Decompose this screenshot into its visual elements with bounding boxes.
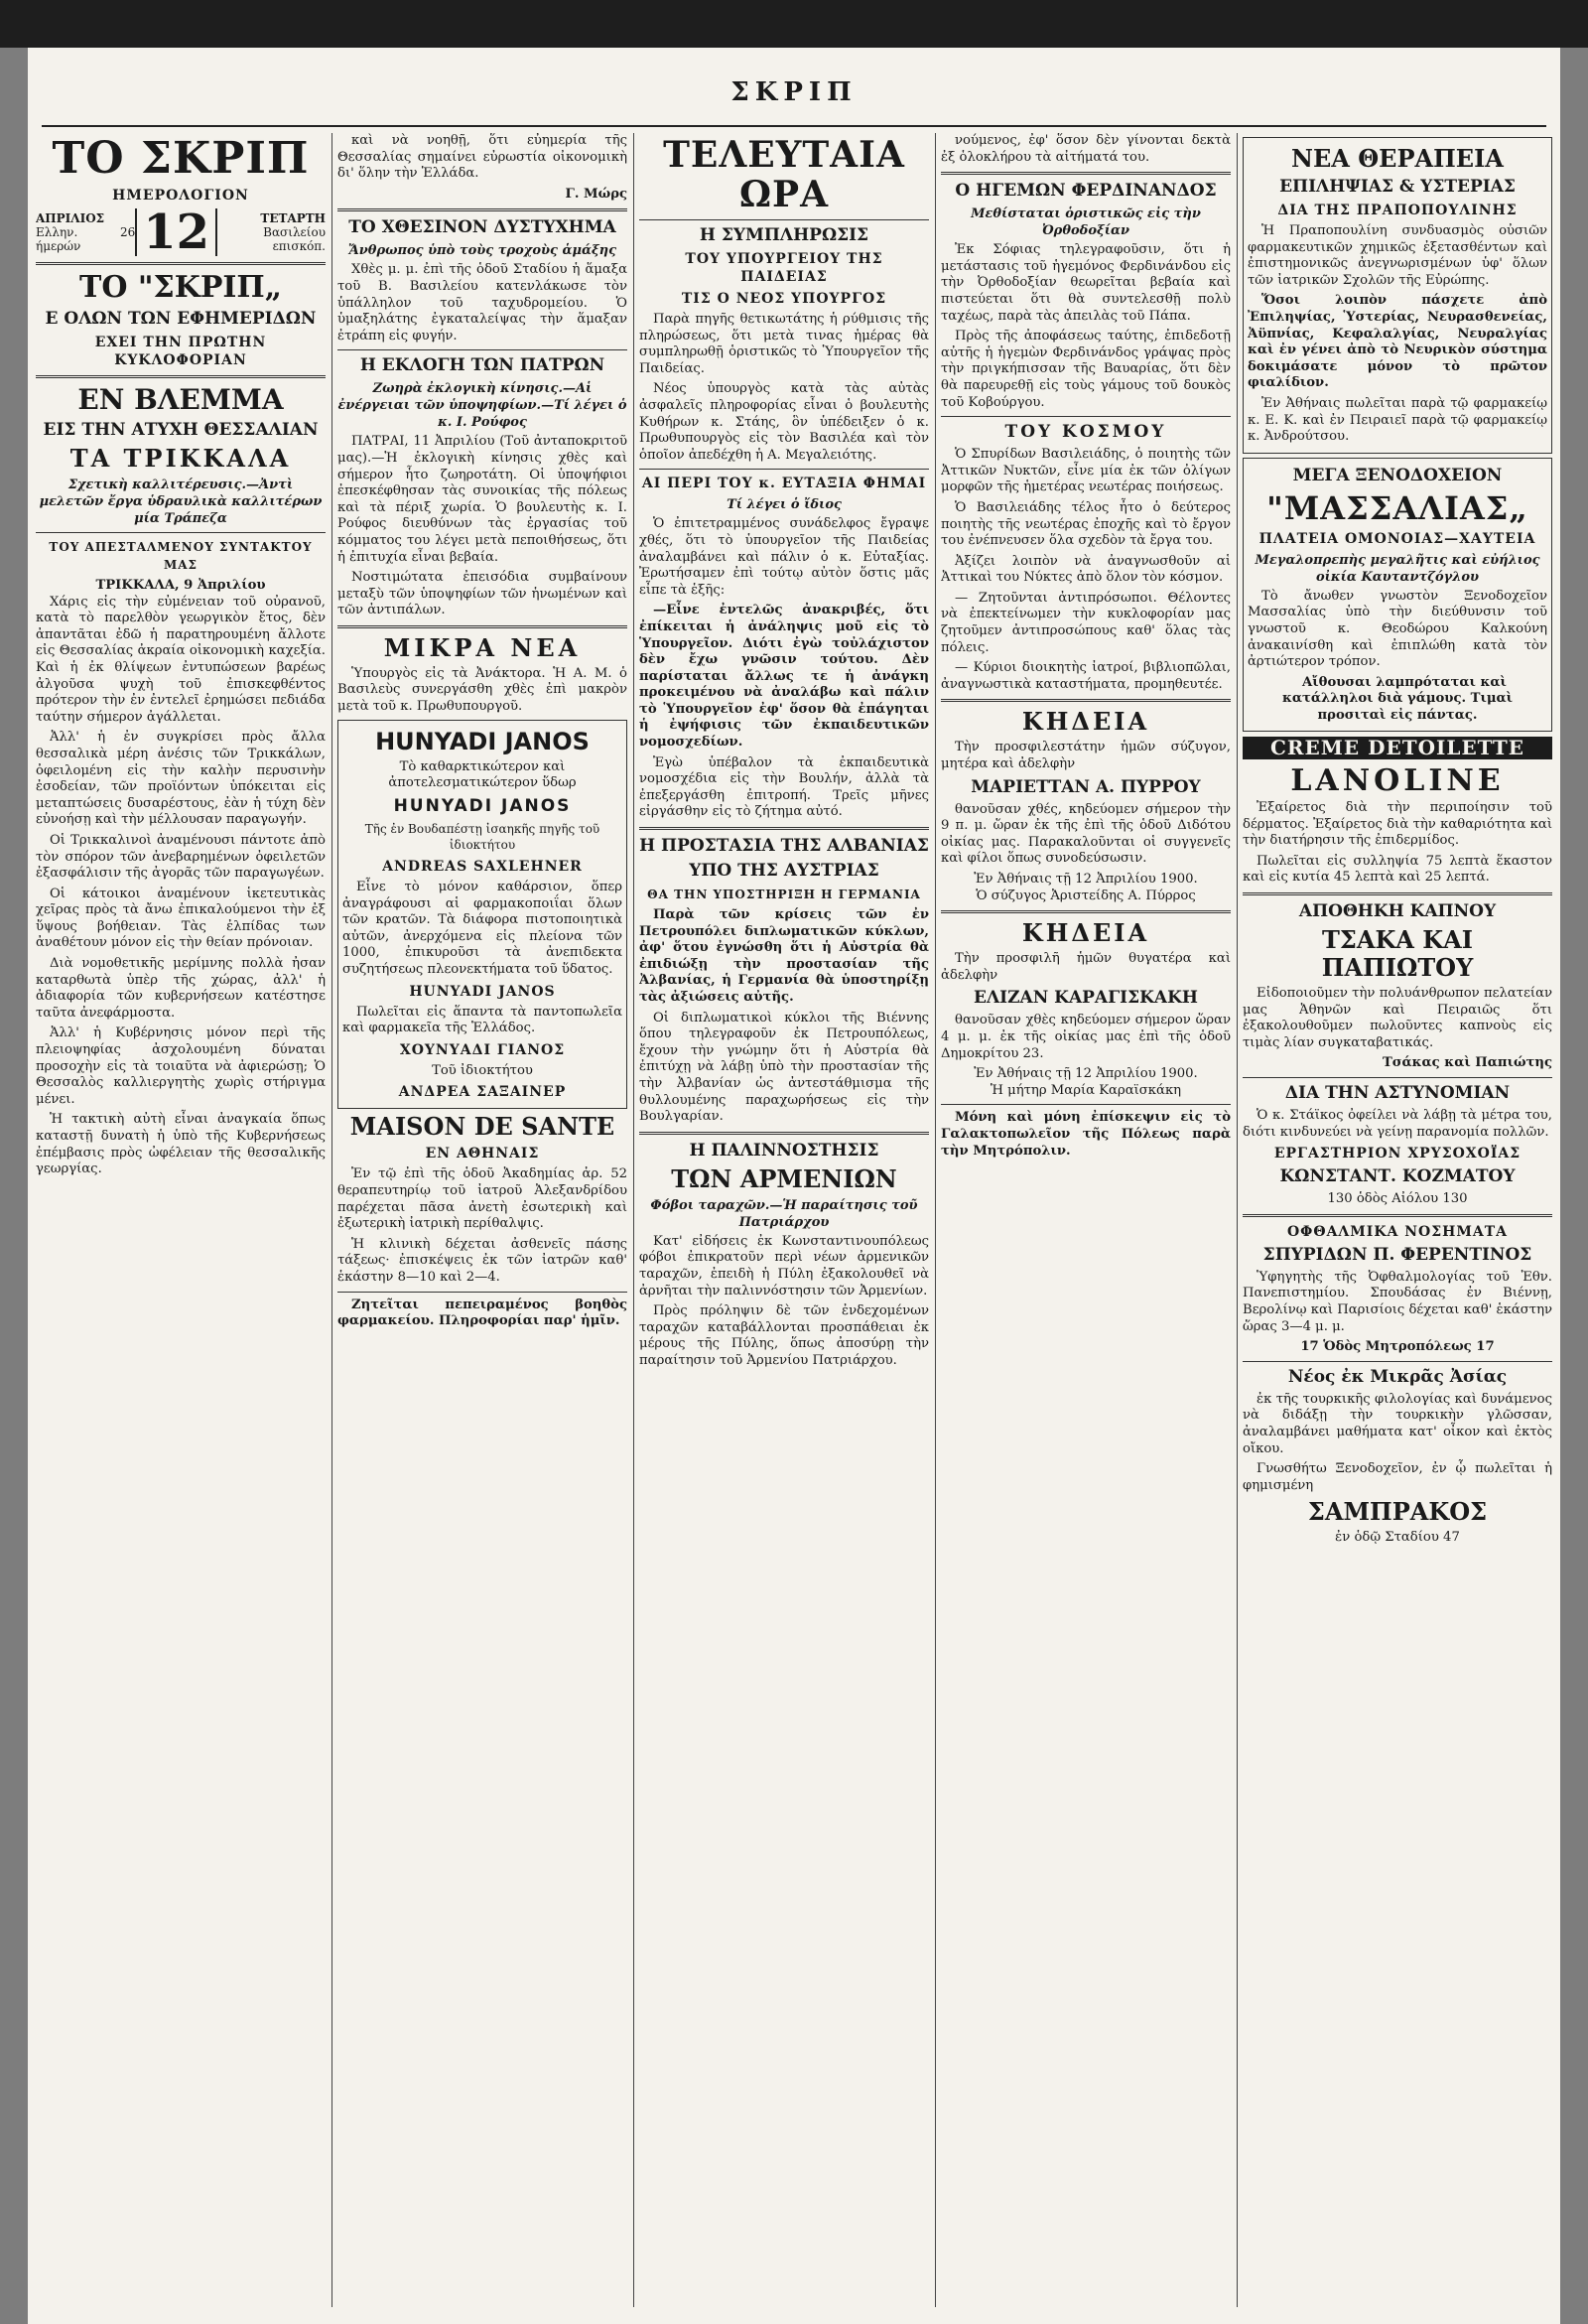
- article-paragraph: Πρὸς πρόληψιν δὲ τῶν ἐνδεχομένων ταραχῶν καταβάλλονται προσπάθειαι ἐκ μέρους τῆς Πύλης, ὅπως ἀποσύρῃ τὴν παραίτησιν τοῦ Ἀρμενίου Πατριάρχου.: [639, 1303, 929, 1368]
- ad-paragraph: Ἐν Ἀθήναις πωλεῖται παρὰ τῷ φαρμακείῳ κ. Ε. Κ. καὶ ἐν Πειραιεῖ παρὰ τῷ φαρμακείῳ κ. Ἀνδρούτσου.: [1248, 395, 1547, 445]
- article-paragraph: Παρὰ τῶν κρίσεις τῶν ἐν Πετρουπόλει διπλωματικῶν κύκλων, ἀφ' ὅτου ἐγνώσθη ὅτι ἡ Αὐστρία θὰ ἐπιδιώξῃ τὴν προστασίαν τῆς Ἀλβανίας, ἡ Γερμανία θὰ ὑποστηρίξῃ τὰς ἀξιώσεις αὐτῆς.: [639, 907, 929, 1005]
- article-paragraph: Ὁ Σπυρίδων Βασιλειάδης, ὁ ποιητὴς τῶν Ἀττικῶν Νυκτῶν, εἶνε μία ἐκ τῶν ὀλίγων μορφῶν τῆς ἡμετέρας νεωτέρας ποιήσεως.: [941, 447, 1231, 495]
- ad-title-3: ΠΛΑΤΕΙΑ ΟΜΟΝΟΙΑΣ—ΧΑΥΤΕΙΑ: [1258, 530, 1536, 547]
- article-headline: ΔΙΑ ΤΗΝ ΑΣΤΥΝΟΜΙΑΝ: [1284, 1083, 1511, 1103]
- article-paragraph: Ἡ τακτικὴ αὐτὴ εἶναι ἀναγκαία ὅπως καταστῇ δυνατὴ ἡ ὑπὸ τῆς Κυβερνήσεως ἐπέμβασις πρὸς ὠφέλειαν τῆς θεσσαλικῆς γεωργίας.: [36, 1112, 326, 1177]
- divider: [941, 699, 1231, 702]
- notice-headline: ΚΗΔΕΙΑ: [1021, 918, 1150, 948]
- divider: [1243, 1361, 1552, 1362]
- divider: [1243, 1214, 1552, 1217]
- ad-paragraph: Εἶνε τὸ μόνον καθάρσιον, ὅπερ ἀναγράφουσι αἱ φαρμακοποιΐαι ὅλων τῶν κρατῶν. Τὰ διάφορα πιστοποιητικὰ αὐτῶν, ἀνερχόμενα εἰς πλείονα τῶν 1000, ἐπικυροῦσι τὰ ἀνεπιδεκτα συζητήσεως πλεονεκτήματα τοῦ ὕδατος.: [342, 880, 622, 977]
- divider: [941, 416, 1231, 417]
- calendar-right: [217, 211, 326, 253]
- notice-paragraph: θανοῦσαν χθές, κηδεύομεν σήμερον τὴν 9 π. μ. ὥραν ἐκ τῆς ἐπὶ τῆς ὁδοῦ Διδότου οἰκίας μας. Παρακαλοῦνται οἱ συγγενεῖς καὶ φίλοι ὅπως συνοδεύσωσιν.: [941, 801, 1231, 867]
- divider: [36, 532, 326, 533]
- divider: [1243, 892, 1552, 895]
- article-paragraph: — Ζητοῦνται ἀντιπρόσωποι. Θέλοντες νὰ ἐπεκτείνωμεν τὴν κυκλοφορίαν μας ζητοῦμεν ἀντιπροσώπους καθ' ὅλας τὰς πόλεις.: [941, 590, 1231, 655]
- notice-name: ΜΑΡΙΕΤΤΑΝ Α. ΠΥΡΡΟΥ: [971, 776, 1201, 797]
- column-rule: [1237, 133, 1238, 2307]
- divider: [1243, 1077, 1552, 1078]
- advertisement: [1243, 458, 1552, 733]
- article-paragraph: καὶ νὰ νοηθῇ, ὅτι εὐημερία τῆς Θεσσαλίας σημαίνει εὐρωστία οἰκονομικὴ δι' ὅλην τὴν Ἑλλάδα.: [337, 133, 627, 182]
- section-headline: ΤΕΛΕΥΤΑΙΑ ΩΡΑ: [663, 134, 905, 215]
- article-paragraph: Διὰ νομοθετικῆς μερίμνης πολλὰ ἠσαν καταρθωτὰ ὑπὲρ τῆς χώρας, ἀλλ' ἡ ἀδιαφορία τῶν κυβερνήσεων κατέστησε ταῦτα ἀνεφάρμοστα.: [36, 956, 326, 1021]
- ad-label: HUNYADI JANOS: [409, 983, 556, 1000]
- article-paragraph: νούμενος, ἐφ' ὅσον δὲν γίνονται δεκτὰ ἐξ ὁλοκλήρου τὰ αἰτήματά του.: [941, 133, 1231, 165]
- divider: [36, 262, 326, 265]
- divider: [639, 219, 929, 220]
- notice-signature: Ὁ σύζυγος Ἀριστείδης Α. Πύρρος: [976, 888, 1196, 903]
- ad-title: ΝΕΑ ΘΕΡΑΠΕΙΑ: [1291, 144, 1504, 173]
- article-deck: Τί λέγει ὁ ἴδιος: [727, 497, 842, 513]
- article-headline: Η ΠΑΛΙΝΝΟΣΤΗΣΙΣ: [689, 1140, 879, 1161]
- column-rule: [331, 133, 332, 2307]
- ad-paragraph: Ἐν τῷ ἐπὶ τῆς ὁδοῦ Ἀκαδημίας ἀρ. 52 θεραπευτηρίῳ τοῦ ἰατροῦ Ἀλεξανδρίδου παρέχεται πᾶσα ἀνετὴ ἐσωτερικὴ καὶ ἐξωτερικὴ ἰατρικὴ περίθαλψις.: [337, 1166, 627, 1232]
- notice-signature: Ἡ μήτηρ Μαρία Καραϊσκάκη: [990, 1082, 1182, 1098]
- ad-subtitle: ΕΝ ΑΘΗΝΑΙΣ: [425, 1146, 540, 1162]
- article-paragraph: Νοστιμώτατα ἐπεισόδια συμβαίνουν μεταξὺ τῶν ὑποψηφίων τῶν ἡνωμένων καὶ τῶν ἀντιπάλων.: [337, 570, 627, 618]
- article-paragraph: —Εἶνε ἐντελῶς ἀνακριβές, ὅτι ἐπίκειται ἡ ἀνάληψις μοῦ εἰς τὸ Ὑπουργεῖον. Διότι ἐγὼ τοὐλάχιστον δὲν ἔχω γνῶσιν τούτου. Δὲν παρίσταται ἄλλως τε ἡ ἀνάγκη προκειμένου νὰ ἀναλάβω καὶ πάλιν τὸ Ὑπουργεῖον ἐφ' ὅσον θὰ ἐπάγηται ἡ ἐψήφισις τῶν ἐκπαιδευτικῶν νομοσχεδίων.: [639, 603, 929, 751]
- article-headline: Η ΠΡΟΣΤΑΣΙΑ ΤΗΣ ΑΛΒΑΝΙΑΣ: [639, 836, 929, 857]
- ad-title: MAISON DE SANTE: [349, 1112, 615, 1142]
- newspaper-page: [28, 48, 1560, 2324]
- divider: [639, 1132, 929, 1135]
- ad-paragraph: Γνωσθήτω Ξενοδοχεῖον, ἐν ᾧ πωλεῖται ἡ φημισμένη: [1243, 1461, 1552, 1493]
- ad-deck: Μεγαλοπρεπὴς μεγαλῆτις καὶ εὐήλιος οἰκία Καυταντζόγλου: [1255, 552, 1540, 585]
- article-deck: Σχετικὴ καλλιτέρευσις.—Ἀντὶ μελετῶν ἔργα ὑδραυλικὰ καλλιτέρων μία Τράπεζα: [39, 478, 323, 526]
- divider: [36, 375, 326, 378]
- article-headline-3: ΤΙΣ Ο ΝΕΟΣ ΥΠΟΥΡΓΟΣ: [681, 291, 887, 307]
- notice-paragraph: Τὴν προσφιλεστάτην ἡμῶν σύζυγον, μητέρα καὶ ἀδελφὴν: [941, 740, 1231, 772]
- article-headline-2: ΕΙΣ ΤΗΝ ΑΤΥΧΗ ΘΕΣΣΑΛΙΑΝ: [43, 420, 319, 440]
- article-paragraph: Ὁ Βασιλειάδης τέλος ἦτο ὁ δεύτερος ποιητὴς τῆς νεωτέρας ἐποχῆς καὶ τὸ ἔργον του ἐνέπνευσεν ὅλα σχεδὸν τὰ ἔργα του.: [941, 499, 1231, 549]
- column-1: [36, 133, 326, 2307]
- article-paragraph: Ἀλλ' ἡ ἐν συγκρίσει πρὸς ἄλλα θεσσαλικὰ μέρη ἀνέσις τῶν Τρικκάλων, ὀφειλομένη εἰς τὴν καλὴν περυσινὴν ἐσοδείαν, τῶν προϊόντων ὑπόκειται εἰς μεταπτώσεις δυσαρέστους, ἐὰν ἡ τύχη δὲν εὐνοήσῃ καὶ τὴν μέλλουσαν παραγωγήν.: [36, 730, 326, 828]
- article-dateline: ΤΡΙΚΚΑΛΑ, 9 Ἀπριλίου: [95, 578, 266, 593]
- promo-title: ΤΟ "ΣΚΡΙΠ„: [79, 270, 282, 305]
- ad-signature: Τσάκας καὶ Παπιώτης: [1382, 1055, 1552, 1071]
- article-headline: ΕΝ ΒΛΕΜΜΑ: [77, 383, 284, 416]
- article-paragraph: Οἱ κάτοικοι ἀναμένουν ἱκετευτικὰς χεῖρας πρὸς τὰ ἄνω ἐπικαλούμενοι τὴν ἐξ ὕψους βοήθειαν. Τὰς ἐλπίδας των ἀναθέτουν μόνον εἰς τὴν θείαν πρόνοιαν.: [36, 886, 326, 951]
- calendar-month: ΑΠΡΙΛΙΟΣ: [36, 211, 105, 225]
- divider: [337, 625, 627, 628]
- advertisement: [1243, 137, 1552, 454]
- article-signature: Γ. Μώρς: [565, 186, 627, 202]
- ad-paragraph: Ὑφηγητὴς τῆς Ὀφθαλμολογίας τοῦ Ἐθν. Πανεπιστημίου. Σπουδάσας ἐν Βιέννῃ, Βερολίνῳ καὶ Παρισίοις δέχεται καθ' ἑκάστην ὥρας 3—4 μ. μ.: [1243, 1269, 1552, 1334]
- article-paragraph: Μόνη καὶ μόνη ἐπίσκεψιν εἰς τὸ Γαλακτοπωλεῖον τῆς Πόλεως παρὰ τὴν Μητρόπολιν.: [941, 1110, 1231, 1159]
- ad-title: ΟΦΘΑΛΜΙΚΑ ΝΟΣΗΜΑΤΑ: [1286, 1223, 1509, 1240]
- notice-headline: ΚΗΔΕΙΑ: [1021, 707, 1150, 737]
- article-paragraph: Ἐγὼ ὑπέβαλον τὰ ἐκπαιδευτικὰ νομοσχέδια εἰς τὴν Βουλήν, ἀλλὰ τὰ ἐπεξεργάσθη ἐπιτροπή. Τρεῖς μῆνες εἰργάσθην εἰς τὸ ζήτημα αὐτό.: [639, 754, 929, 820]
- section-headline: ΤΟΥ ΚΟΣΜΟΥ: [1004, 422, 1167, 443]
- ad-banner: CREME DETOILETTE: [1243, 737, 1552, 759]
- notice-date: Ἐν Ἀθήναις τῇ 12 Ἀπριλίου 1900.: [974, 872, 1198, 887]
- masthead-title: ΤΟ ΣΚΡΙΠ: [52, 133, 310, 184]
- article-paragraph: Χάρις εἰς τὴν εὐμένειαν τοῦ οὐρανοῦ, κατὰ τὸ παρελθὸν γεωργικὸν ἔτος, δὲν ἀπαντᾶται ἐδῶ ἡ παρατηρουμένη ἄλλοτε εἰς Θεσσαλίας ἀκραία οἰκονομικὴ καχεξία. Καὶ ἡ ἐκ θλίψεων ἐντυπώσεων βαρέως ἀλγοῦσα ψυχὴ τοῦ ἐπισκεφθέντος πρότερον τὴν ἐν ἐντελεῖ ἐρημώσει πεδιάδα ταύτην σήμερον ἀγάλλεται.: [36, 594, 326, 725]
- ad-paragraph: Ὅσοι λοιπὸν πάσχετε ἀπὸ Ἐπιληψίας, Ὑστερίας, Νευρασθενείας, Ἀϋπνίας, Κεφαλαλγίας, Νευραλγίας καὶ ἐν γένει ἀπὸ τὸ Νευρικὸν σύστημα δοκιμάσατε μόνον τὸ πρῶτον φιαλίδιον.: [1248, 293, 1547, 391]
- ad-address: 130 ὁδὸς Αἰόλου 130: [1327, 1191, 1468, 1207]
- notice-paragraph: Τὴν προσφιλῆ ἡμῶν θυγατέρα καὶ ἀδελφὴν: [941, 951, 1231, 983]
- divider: [639, 827, 929, 830]
- ad-title: ΑΠΟΘΗΚΗ ΚΑΠΝΟΥ: [1298, 901, 1497, 922]
- ad-greek-title: ΧΟΥΝΥΑΔΙ ΓΙΑΝΟΣ: [399, 1041, 566, 1058]
- ad-text: Τὸ καθαρκτικώτερον καὶ ἀποτελεσματικώτερον ὕδωρ: [388, 758, 577, 791]
- ad-title: Νέος ἐκ Μικρᾶς Ἀσίας: [1287, 1366, 1508, 1387]
- advertisement: [337, 720, 627, 1110]
- ad-title: LANOLINE: [1290, 763, 1505, 799]
- article-paragraph: Οἱ Τρικκαλινοὶ ἀναμένουσι πάντοτε ἀπὸ τὸν σπόρον τῶν ἀνεβαρημένων ὀφειλετῶν ἐξασφάλισιν τῆς ἀγορᾶς τῶν παραγωγέων.: [36, 832, 326, 882]
- page-header: ΣΚΡΙΠ: [730, 77, 858, 107]
- calendar-row: [36, 205, 326, 260]
- article-paragraph: Ἐκ Σόφιας τηλεγραφοῦσιν, ὅτι ἡ μετάστασις τοῦ ἡγεμόνος Φερδινάνδου εἰς τὴν Ὀρθοδοξίαν θεωρεῖται βεβαία καὶ πιστεύεται ὅτι θὰ συντελεσθῇ πολὺ ταχέως, παρὰ τὰς ἀπειλὰς τοῦ Πάπα.: [941, 242, 1231, 324]
- ad-title: HUNYADI JANOS: [393, 795, 572, 816]
- divider: [941, 172, 1231, 175]
- ad-title-2: ΕΠΙΛΗΨΙΑΣ & ΥΣΤΕΡΙΑΣ: [1279, 177, 1516, 197]
- ad-greek-sub: Τοῦ ἰδιοκτήτου: [432, 1062, 533, 1078]
- header-rule: [42, 125, 1546, 127]
- calendar-right-note: Βασιλείου επισκόπ.: [263, 225, 326, 253]
- ad-name: ΣΠΥΡΙΔΩΝ Π. ΦΕΡΕΝΤΙΝΟΣ: [1262, 1244, 1532, 1265]
- article-paragraph: Ἀλλ' ἡ Κυβέρνησις μόνον περὶ τῆς πλειοψηφίας ἀσχολουμένη δύναται προσοχὴν εἰς τὰ τοιαῦτα νὰ ἀφιερώσῃ; Ὁ Θεσσαλὸς καλλιεργητὴς χωρὶς στήριγμα μένει.: [36, 1025, 326, 1107]
- column-rule: [633, 133, 634, 2307]
- divider: [337, 1292, 627, 1293]
- ad-paragraph: Τὸ ἄνωθεν γνωστὸν Ξενοδοχεῖον Μασσαλίας ὑπὸ τὴν διεύθυνσιν τοῦ γνωστοῦ κ. Θεοδώρου Καλκούνη ἀνακαινίσθη καὶ ἐπιπλώθη κατὰ τὸν ἀρτιώτερον τρόπον.: [1248, 588, 1547, 670]
- ad-name: ΚΩΝΣΤΑΝΤ. ΚΟΖΜΑΤΟΥ: [1279, 1166, 1516, 1187]
- calendar-day-name: ΤΕΤΑΡΤΗ: [260, 211, 326, 225]
- ad-title-2: ΤΣΑΚΑ ΚΑΙ ΠΑΠΙΩΤΟΥ: [1321, 925, 1474, 983]
- article-headline: ΑΙ ΠΕΡΙ ΤΟΥ κ. ΕΥΤΑΞΙΑ ΦΗΜΑΙ: [641, 476, 927, 492]
- article-headline-3: ΘΑ ΤΗΝ ΥΠΟΣΤΗΡΙΞΗ Η ΓΕΡΜΑΝΙΑ: [647, 888, 921, 902]
- ad-owner: ANDREAS SAXLEHNER: [382, 859, 583, 876]
- calendar-day-number: 12: [135, 208, 217, 256]
- ad-paragraph: Ζητεῖται πεπειραμένος βοηθὸς φαρμακείου. Πληροφορίαι παρ' ἡμῖν.: [337, 1297, 627, 1329]
- article-paragraph: Ὁ ἐπιτετραμμένος συνάδελφος ἔγραψε χθές, ὅτι τὸ ὑπουργεῖον τῆς Παιδείας ἀναλαμβάνει καὶ πάλιν ὁ κ. Εὐταξίας. Ἐρωτήσαμεν ἐπὶ τούτῳ αὐτὸν ὅστις μᾶς εἶπε τὰ ἑξῆς:: [639, 516, 929, 598]
- ad-paragraph: Ἡ κλινικὴ δέχεται ἀσθενεῖς πάσης τάξεως· ἐπισκέψεις ἐκ τῶν ἰατρῶν καθ' ἑκάστην 8—10 καὶ 2—4.: [337, 1236, 627, 1285]
- article-deck: Ἄνθρωπος ὑπὸ τοὺς τροχοὺς ἁμάξης: [347, 243, 617, 259]
- article-headline: Η ΕΚΛΟΓΗ ΤΩΝ ΠΑΤΡΩΝ: [359, 355, 605, 376]
- article-headline: Η ΣΥΜΠΛΗΡΩΣΙΣ: [699, 225, 869, 245]
- ad-title: ΜΕΓΑ ΞΕΝΟΔΟΧΕΙΟΝ: [1292, 465, 1503, 485]
- ad-paragraph: Αἴθουσαι λαμπρόταται καὶ κατάλληλοι διὰ γάμους. Τιμαὶ προσιταὶ εἰς πάντας.: [1281, 674, 1514, 723]
- ad-paragraph: Ἡ Πραποπουλίνη συνδυασμὸς οὐσιῶν φαρμακευτικῶν χημικῶς ἐξετασθέντων καὶ ἐπιστημονικῶς ἀνεγνωρισμένων ὑφ' ὅλων τῶν ἰατρικῶν Σχολῶν τῆς Εὐρώπης.: [1248, 223, 1547, 288]
- scan-top-border: [0, 0, 1588, 48]
- divider: [337, 349, 627, 350]
- promo-line-3: ΕΧΕΙ ΤΗΝ ΠΡΩΤΗΝ ΚΥΚΛΟΦΟΡΙΑΝ: [94, 335, 267, 368]
- article-paragraph: ΠΑΤΡΑΙ, 11 Ἀπριλίου (Τοῦ ἀνταποκριτοῦ μας).—Ἡ ἐκλογικὴ κίνησις χθὲς καὶ σήμερον ἦτο ζωηροτάτη. Οἱ ὑποψήφιοι ἐπεσκέφθησαν τὰς συνοικίας τῆς πόλεως καὶ τὰ πέριξ χωρία. Ὁ βουλευτὴς κ. Ι. Ρούφος διευθύνων τὰς ἐργασίας τοῦ κόμματος του λέγει μετὰ πεποιθήσεως, ὅτι ἡ ἐπιτυχία εἶναι βεβαία.: [337, 434, 627, 565]
- calendar-left: [36, 211, 135, 253]
- ad-greek-owner: ΑΝΔΡΕΑ ΣΑΞΑΙΝΕΡ: [398, 1084, 567, 1101]
- article-headline-2: ΤΩΝ ΑΡΜΕΝΙΩΝ: [671, 1163, 897, 1193]
- article-deck: Φόβοι ταραχῶν.—Ἡ παραίτησις τοῦ Πατριάρχου: [650, 1197, 918, 1230]
- article-paragraph: Κατ' εἰδήσεις ἐκ Κωνσταντινουπόλεως φόβοι ἐπικρατοῦν περὶ νέων ἀρμενικῶν ταραχῶν, ἐπειδὴ ἡ Πύλη ἐξακολουθεῖ νὰ ἀρνῆται τὴν παλιννόστησιν τῶν Ἀρμενίων.: [639, 1233, 929, 1299]
- ad-title: ΣΑΜΠΡΑΚΟΣ: [1307, 1497, 1488, 1527]
- article-paragraph: Οἱ διπλωματικοὶ κύκλοι τῆς Βιέννης ὅπου τηλεγραφοῦν ἐκ Πετρουπόλεως, ἔχουν τὴν γνώμην ὅτι ἡ Αὐστρία θὰ ἐπιτύχῃ νὰ λάβῃ ὑπὸ τὴν προστασίαν τῆς τὴν Ἀλβανίαν ὡς ἀντεστάθμισμα τῆς θυλλουμένης παραχωρήσεως εἰς τὴν Βουλγαρίαν.: [639, 1010, 929, 1125]
- ad-title-2: "ΜΑΣΣΑΛΙΑΣ„: [1266, 488, 1528, 527]
- column-4: [941, 133, 1231, 2307]
- ad-paragraph: ἐκ τῆς τουρκικῆς φιλολογίας καὶ δυνάμενος νὰ διδάξῃ τὴν τουρκικὴν γλῶσσαν, ἀναλαμβάνει μαθήματα κατ' οἶκον καὶ ἐκτὸς οἴκου.: [1243, 1391, 1552, 1456]
- article-paragraph: Ὁ κ. Στάϊκος ὀφείλει νὰ λάβῃ τὰ μέτρα του, διότι κινδυνεύει νὰ γείνῃ παρανομία πολλῶν.: [1243, 1108, 1552, 1140]
- column-2: [337, 133, 627, 2307]
- article-headline-2: ΥΠΟ ΤΗΣ ΑΥΣΤΡΙΑΣ: [689, 861, 879, 882]
- ad-title: HUNYADI JANOS: [375, 727, 590, 755]
- ad-paragraph: Πωλεῖται εἰς ἅπαντα τὰ παντοπωλεῖα καὶ φαρμακεῖα τῆς Ἑλλάδος.: [342, 1004, 622, 1036]
- article-headline: Ο ΗΓΕΜΩΝ ΦΕΡΔΙΝΑΝΔΟΣ: [955, 181, 1217, 202]
- article-headline: ΤΟ ΧΘΕΣΙΝΟΝ ΔΥΣΤΥΧΗΜΑ: [348, 217, 616, 238]
- article-deck: Μεθίσταται ὁριστικῶς εἰς τὴν Ὀρθοδοξίαν: [971, 206, 1201, 239]
- ad-address: ἐν ὁδῷ Σταδίου 47: [1335, 1530, 1460, 1546]
- masthead-subtitle: ΗΜΕΡΟΛΟΓΙΟΝ: [112, 188, 249, 204]
- calendar-left-note: Ελλην. 26 ήμερών: [36, 225, 136, 253]
- column-rule: [935, 133, 936, 2307]
- article-paragraph: Ἀξίζει λοιπὸν νὰ ἀναγνωσθοῦν αἱ Ἀττικαὶ του Νύκτες ἀπὸ ὅλον τὸν κόσμον.: [941, 553, 1231, 586]
- article-paragraph: Παρὰ πηγῆς θετικωτάτης ἡ ρύθμισις τῆς πληρώσεως, ὅτι μετὰ τινας ἡμέρας θὰ συμπληρωθῇ ὁριστικῶς τὸ Ὑπουργεῖον τῆς Παιδείας.: [639, 312, 929, 376]
- notice-date: Ἐν Ἀθήναις τῇ 12 Ἀπριλίου 1900.: [974, 1066, 1198, 1082]
- article-paragraph: Πρὸς τῆς ἀποφάσεως ταύτης, ἐπιδεδοτῇ αὐτῆς ἡ ἡγεμὼν Φερδινάνδος γράψας πρὸς τὴν πριγκήπισσαν τῆς Βαυαρίας, ὅτι δὲν θὰ παρευρεθῇ εἰς τοὺς γάμους τοῦ δουκὸς τοῦ Κοβούργου.: [941, 329, 1231, 410]
- divider: [941, 910, 1231, 913]
- article-paragraph: — Κύριοι διοικητὴς ἰατροί, βιβλιοπῶλαι, ἀναγνωστικὰ καταστήματα, προμηθευτέε.: [941, 660, 1231, 692]
- divider: [639, 469, 929, 470]
- divider: [941, 1104, 1231, 1105]
- ad-paragraph: Εἰδοποιοῦμεν τὴν πολυάνθρωπον πελατείαν μας Ἀθηνῶν καὶ Πειραιῶς ὅτι ἐξακολουθοῦμεν πωλοῦντες καπνοὺς εἰς τιμὰς λίαν συγκαταβατικάς.: [1243, 986, 1552, 1050]
- article-headline-2: ΤΟΥ ΥΠΟΥΡΓΕΙΟΥ ΤΗΣ ΠΑΙΔΕΙΑΣ: [685, 251, 883, 285]
- notice-paragraph: θανοῦσαν χθὲς κηδεύομεν σήμερον ὥραν 4 μ. μ. ἐκ τῆς οἰκίας μας ἐπὶ τῆς ὁδοῦ Δημοκρίτου 23.: [941, 1013, 1231, 1061]
- ad-address: 17 Ὁδὸς Μητροπόλεως 17: [1300, 1339, 1495, 1355]
- promo-line-2: Ε ΟΛΩΝ ΤΩΝ ΕΦΗΜΕΡΙΔΩΝ: [45, 309, 317, 329]
- notice-name: ΕΛΙΖΑΝ ΚΑΡΑΓΙΣΚΑΚΗ: [974, 988, 1198, 1009]
- ad-title-3: ΔΙΑ ΤΗΣ ΠΡΑΠΟΠΟΥΛΙΝΗΣ: [1277, 203, 1518, 218]
- article-paragraph: Χθὲς μ. μ. ἐπὶ τῆς ὁδοῦ Σταδίου ἡ ἅμαξα τοῦ Β. Βασιλείου κατενλάκωσε τὸν ὑπάλληλον τοῦ ταχυδρομείου. Ὁ ὑμαξηλάτης ἐγκαταλείψας τὴν ἅμαξαν ἐτράπη εἰς φυγήν.: [337, 262, 627, 343]
- article-paragraph: Ὑπουργὸς εἰς τὰ Ἀνάκτορα. Ἡ Α. Μ. ὁ Βασιλεὺς συνεργάσθη χθὲς ἐπὶ μακρὸν μετὰ τοῦ κ. Πρωθυπουργοῦ.: [337, 665, 627, 715]
- article-headline-3: ΤΑ ΤΡΙΚΚΑΛΑ: [69, 444, 292, 473]
- article-deck: Ζωηρὰ ἐκλογικὴ κίνησις.—Αἱ ἐνέργειαι τῶν ὑποψηφίων.—Τί λέγει ὁ κ. Ι. Ρούφος: [337, 381, 627, 431]
- article-paragraph: Νέος ὑπουργὸς κατὰ τὰς αὐτὰς ἀσφαλεῖς πληροφορίας εἶναι ὁ βουλευτὴς Κυθήρων κ. Στάης, ὃν ὑπέδειξεν ὁ κ. Πρωθυπουργὸς εἰς τὸν Βασιλέα καὶ τὸν ὁποῖον ἀπεδέχθη ἡ Α. Μεγαλειότης.: [639, 381, 929, 463]
- column-5: [1243, 133, 1552, 2307]
- article-byline: ΤΟΥ ΑΠΕΣΤΑΛΜΕΝΟΥ ΣΥΝΤΑΚΤΟΥ ΜΑΣ: [49, 540, 313, 572]
- ad-title: ΕΡΓΑΣΤΗΡΙΟΝ ΧΡΥΣΟΧΟΪΑΣ: [1273, 1146, 1522, 1162]
- section-headline: ΜΙΚΡΑ ΝΕΑ: [383, 632, 582, 662]
- ad-paragraph: Ἐξαίρετος διὰ τὴν περιποίησιν τοῦ δέρματος. Ἐξαίρετος διὰ τὴν καθαριότητα καὶ τὴν διατήρησιν τῆς ἐπιδερμίδος.: [1243, 800, 1552, 849]
- ad-paragraph: Πωλεῖται εἰς συλληψία 75 λεπτὰ ἕκαστον καὶ εἰς κυτία 45 λεπτὰ καὶ 25 λεπτά.: [1243, 853, 1552, 886]
- column-3: [639, 133, 929, 2307]
- divider: [337, 208, 627, 211]
- ad-subtitle: Τῆς ἐν Βουδαπέστῃ ἰσαηκῆς πηγῆς τοῦ ἰδιοκτήτου: [364, 821, 600, 853]
